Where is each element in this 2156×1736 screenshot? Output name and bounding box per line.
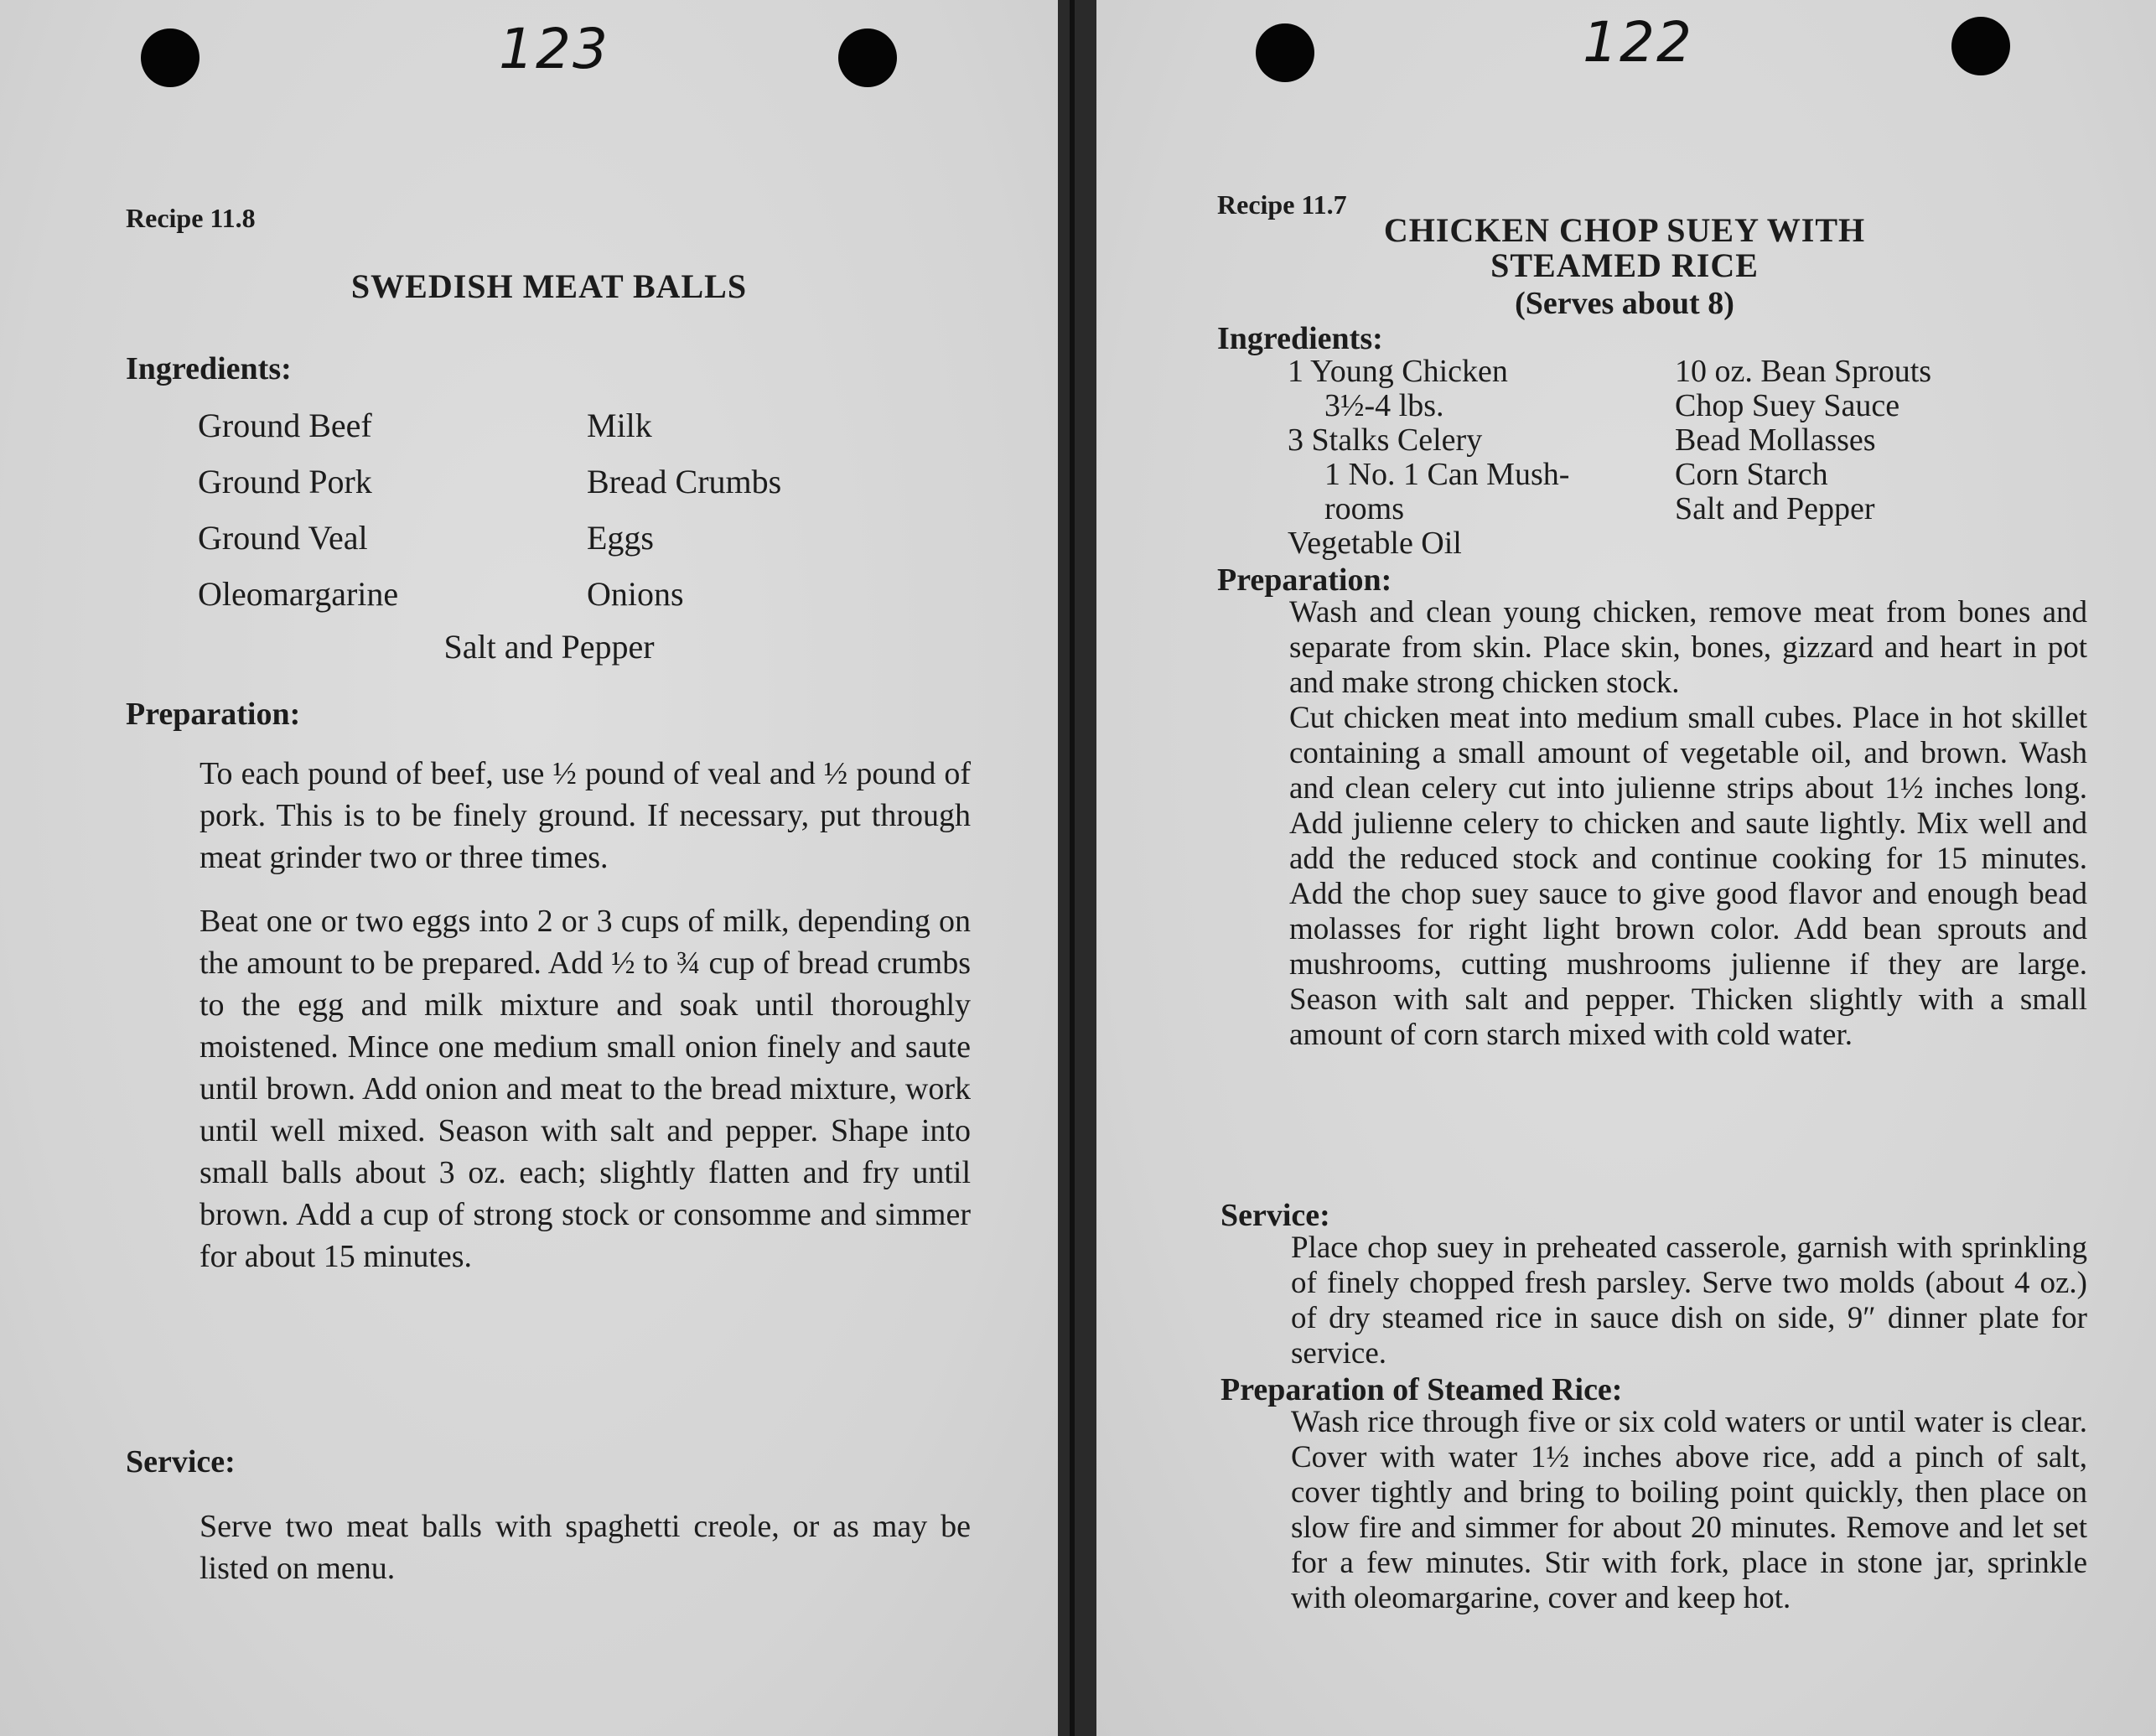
punch-hole xyxy=(141,29,200,87)
ingredients-column-1 xyxy=(198,397,398,622)
ingredient: Oleomargarine xyxy=(198,575,399,613)
ingredient: 10 oz. Bean Sprouts xyxy=(1675,354,1932,389)
ingredient: 3½-4 lbs. xyxy=(1324,388,1444,423)
ingredients-column-1 xyxy=(1288,355,1569,561)
preparation-heading: Preparation: xyxy=(1217,562,1392,598)
ingredient: Bread Crumbs xyxy=(587,463,782,500)
ingredient: Milk xyxy=(587,407,652,444)
preparation-paragraph: To each pound of beef, use ½ pound of veal and ½ pound of pork. This is to be finely ground. If necessary, put through meat grinder two or three times. xyxy=(200,756,971,875)
ingredient: rooms xyxy=(1324,491,1404,526)
ingredient: Eggs xyxy=(587,519,654,557)
ingredients-heading: Ingredients: xyxy=(1217,321,1383,356)
ingredients-column-2 xyxy=(1675,355,1931,526)
punch-hole xyxy=(1256,23,1314,82)
service-heading: Service: xyxy=(1221,1198,1330,1233)
preparation-text xyxy=(200,753,971,1277)
ingredient: Ground Veal xyxy=(198,519,368,557)
steamed-rice-text xyxy=(1291,1405,2087,1616)
recipe-number: Recipe 11.8 xyxy=(126,203,256,233)
ingredient: Bead Mollasses xyxy=(1675,422,1876,458)
ingredient: Ground Beef xyxy=(198,407,372,444)
ingredient: Ground Pork xyxy=(198,463,372,500)
recipe-number: Recipe 11.7 xyxy=(1217,189,1347,220)
recipe-title xyxy=(1289,213,1960,283)
page-number: 122 xyxy=(1583,10,1693,75)
preparation-paragraph: Cut chicken meat into medium small cubes. Place in hot skillet containing a small amount of vegetable oil, and brown. Wash and clean celery cut into julienne strips about 1½ inches long. Add julienne celery to chicken and saute lightly. Mix well and add the reduced stock and continue cooking for 15 minutes. Add the chop suey sauce to give good flavor and enough bead molasses for right light brown color. Add bean sprouts and mushrooms, cutting mushrooms julienne if they are large. Season with salt and pepper. Thicken slightly with a small amount of corn starch mixed with cold water. xyxy=(1289,701,2087,1052)
preparation-paragraph: Beat one or two eggs into 2 or 3 cups of milk, depending on the amount to be prepared. Add ½ to ¾ cup of bread crumbs to the egg and milk mixture and soak until thoroughly moistened. Mince one medium small onion finely and saute until brown. Add onion and meat to the bread mixture, work until well mixed. Season with salt and pepper. Shape into small balls about 3 oz. each; slightly flatten and fry until brown. Add a cup of strong stock or consomme and simmer for about 15 minutes. xyxy=(200,904,971,1274)
recipe-title: SWEDISH MEAT BALLS xyxy=(350,267,748,305)
page-number: 123 xyxy=(499,17,609,81)
ingredient: Corn Starch xyxy=(1675,457,1828,492)
ingredient: Chop Suey Sauce xyxy=(1675,388,1900,423)
ingredients-heading: Ingredients: xyxy=(126,351,292,386)
ingredients-column-2 xyxy=(587,397,781,622)
preparation-text xyxy=(1289,595,2087,1053)
ingredient: 3 Stalks Celery xyxy=(1288,422,1483,458)
ingredient: Onions xyxy=(587,575,684,613)
service-text xyxy=(1291,1231,2087,1371)
service-heading: Service: xyxy=(126,1444,236,1479)
ingredient-centered: Salt and Pepper xyxy=(443,628,655,666)
steamed-rice-paragraph: Wash rice through five or six cold waters or until water is clear. Cover with water 1½ inches above rice, add a pinch of salt, cover tightly and bring to boiling point quickly, then place on slow fire and simmer for about 20 minutes. Remove and let set for a few minutes. Stir with fork, place in stone jar, sprinkle with oleomargarine, cover and keep hot. xyxy=(1291,1405,2087,1615)
ingredient: Vegetable Oil xyxy=(1288,526,1462,561)
service-paragraph: Place chop suey in preheated casserole, garnish with sprinkling of finely chopped fresh parsley. Serve two molds (about 4 oz.) of dry steamed rice in sauce dish on side, 9″ dinner plate for service. xyxy=(1291,1231,2087,1371)
ingredient: Salt and Pepper xyxy=(1675,491,1875,526)
serves-note: (Serves about 8) xyxy=(1515,286,1734,321)
punch-hole xyxy=(1951,17,2010,75)
steamed-rice-heading: Preparation of Steamed Rice: xyxy=(1221,1372,1623,1407)
recipe-title-line: CHICKEN CHOP SUEY WITH xyxy=(1383,211,1866,249)
binder-gap xyxy=(1058,0,1096,1736)
ingredient: 1 No. 1 Can Mush- xyxy=(1324,457,1570,492)
punch-hole xyxy=(838,29,897,87)
recipe-title-line: STEAMED RICE xyxy=(1490,246,1759,284)
recipe-card-right xyxy=(1096,0,2156,1736)
recipe-card-left xyxy=(0,0,1058,1736)
service-text: Serve two meat balls with spaghetti creole, or as may be listed on menu. xyxy=(200,1509,971,1586)
ingredient: 1 Young Chicken xyxy=(1288,354,1508,389)
preparation-heading: Preparation: xyxy=(126,697,301,732)
preparation-paragraph: Wash and clean young chicken, remove meat from bones and separate from skin. Place skin, bones, gizzard and heart in pot and make strong chicken stock. xyxy=(1289,595,2087,700)
